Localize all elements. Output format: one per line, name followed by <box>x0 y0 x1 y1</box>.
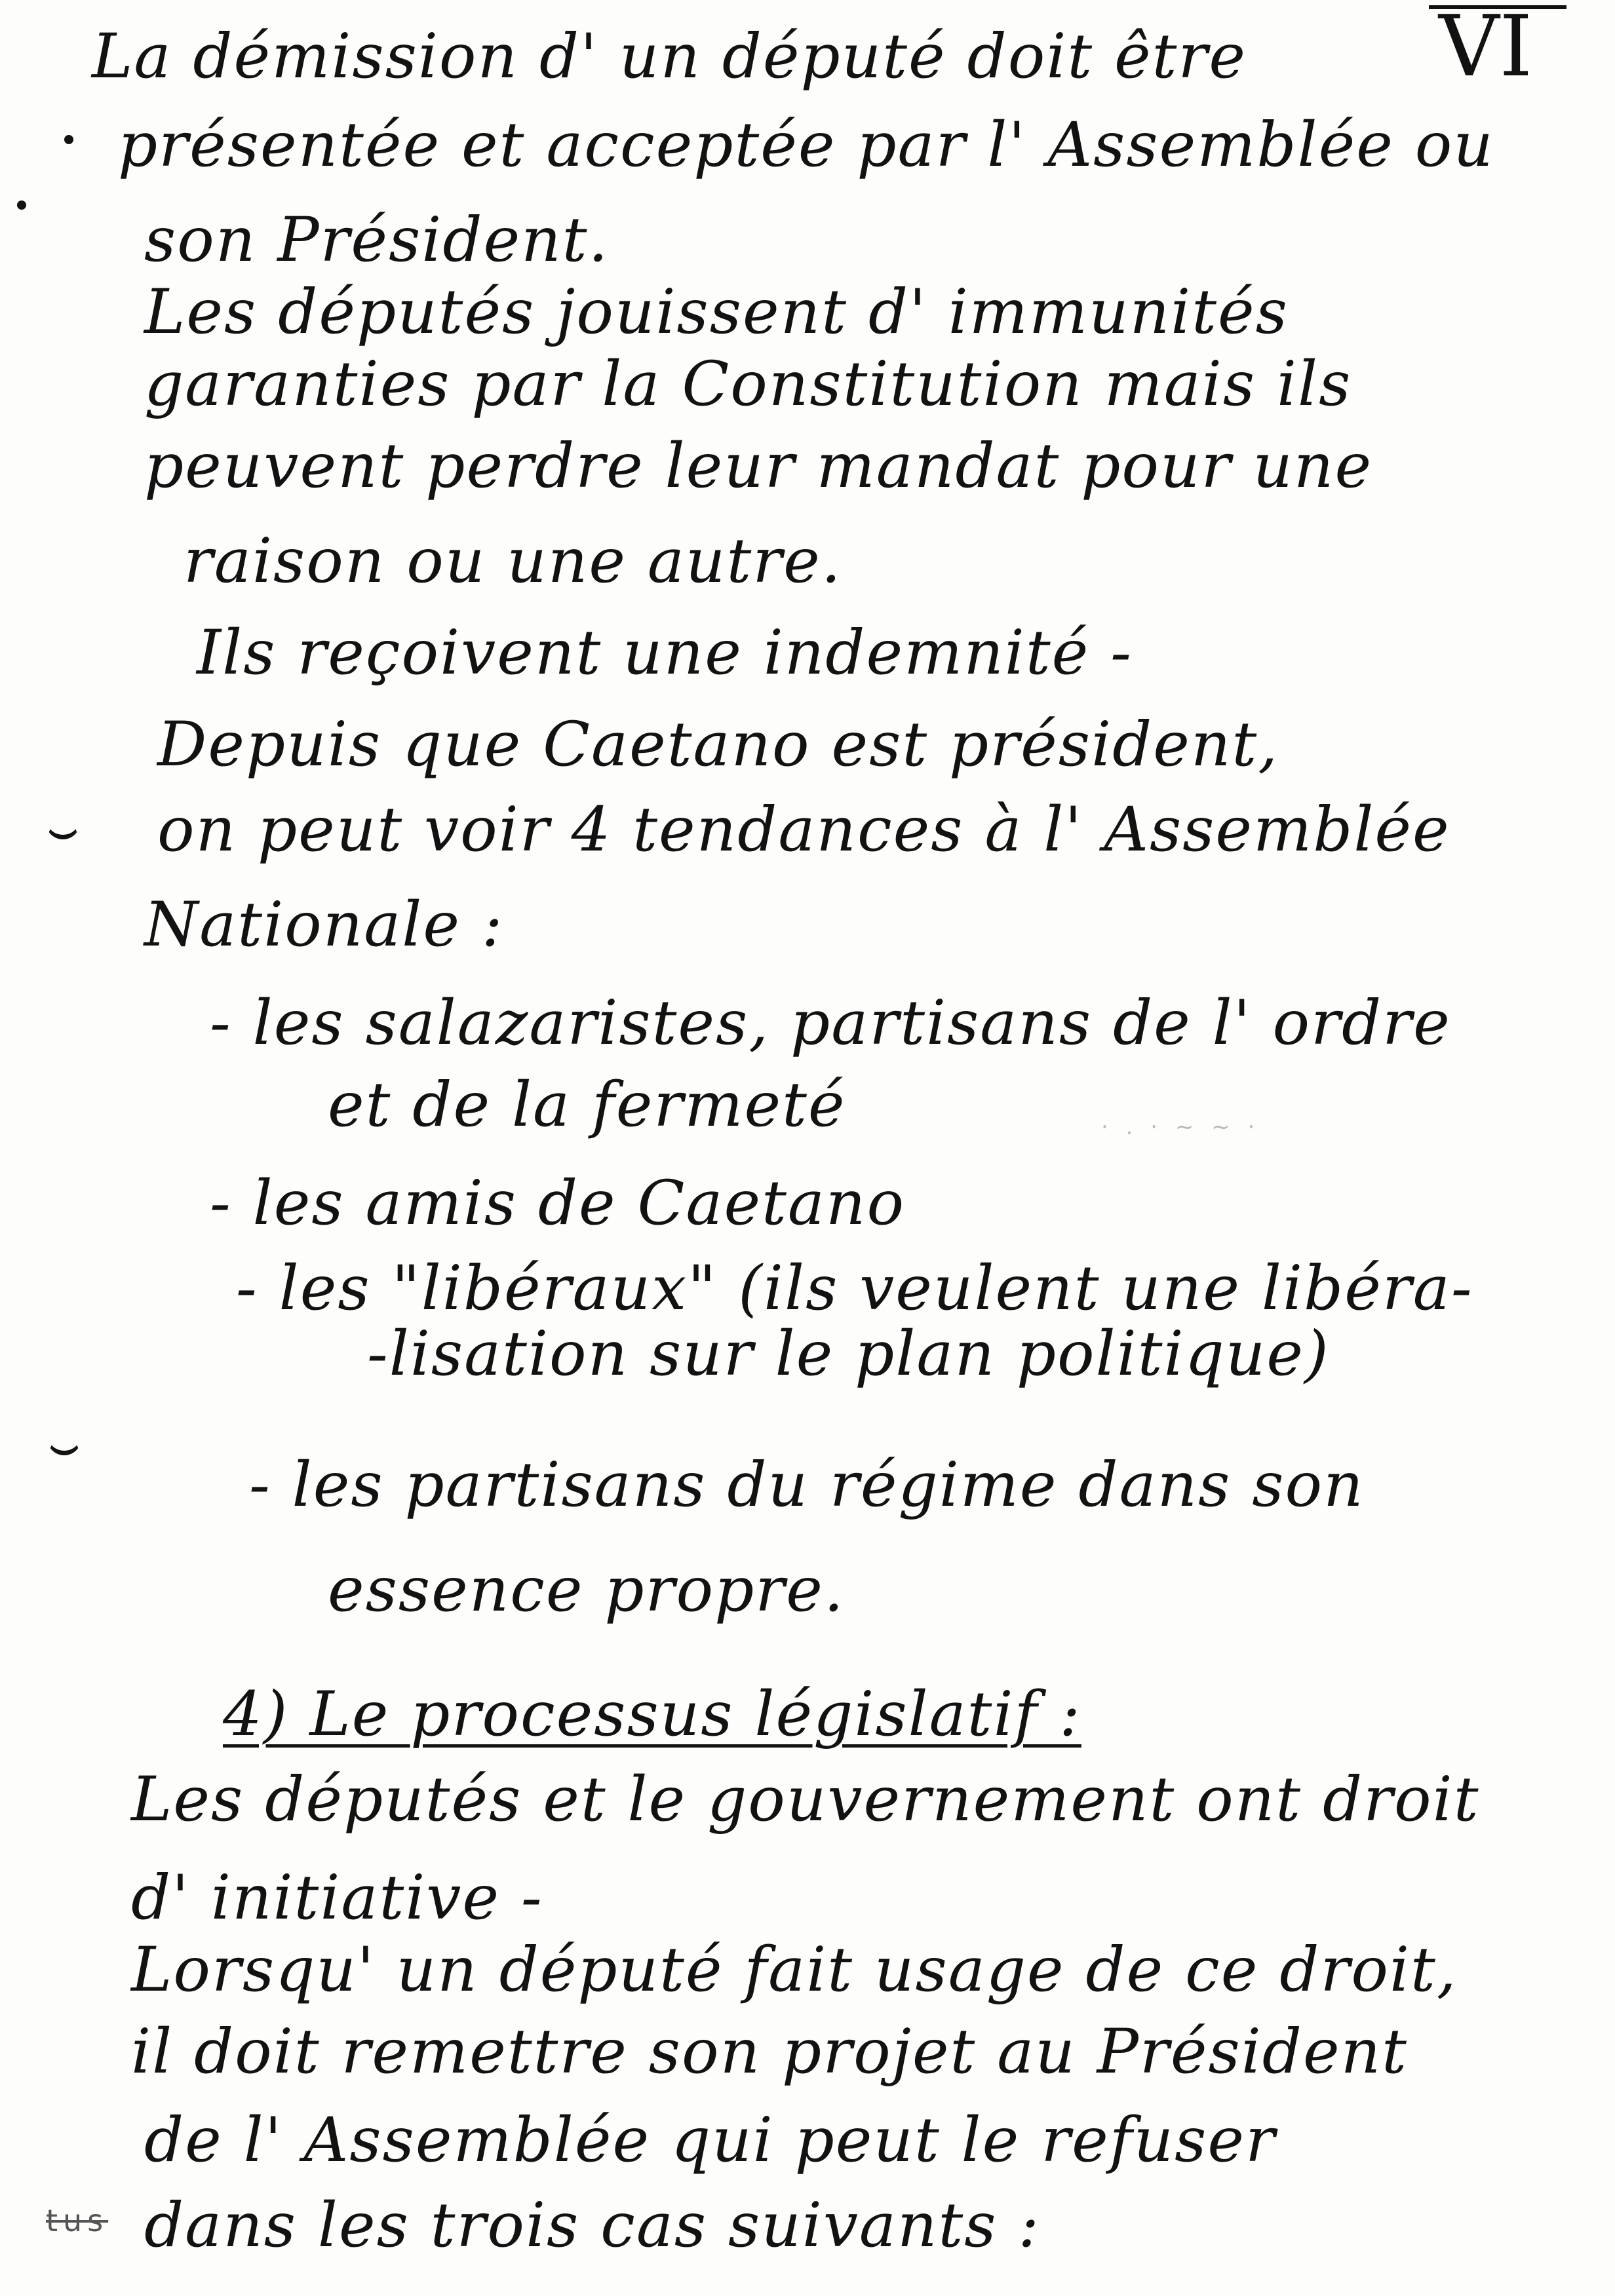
text-line: Lorsqu' un député fait usage de ce droit, <box>131 1934 1458 2006</box>
list-item: - les salazaristes, partisans de l' ordre <box>210 987 1451 1059</box>
text-line: Les députés et le gouvernement ont droit <box>131 1764 1480 1835</box>
faint-scan-marks: · . · ~ ~ · <box>1101 1114 1260 1140</box>
text-line: Depuis que Caetano est président, <box>157 709 1279 780</box>
ink-dot <box>64 135 73 144</box>
text-line: dans les trois cas suivants : <box>144 2190 1041 2261</box>
page-number: VI <box>1439 0 1532 96</box>
text-line: d' initiative - <box>131 1862 543 1934</box>
section-heading: 4) Le processus législatif : <box>223 1679 1081 1750</box>
text-line: La démission d' un député doit être <box>92 21 1247 92</box>
margin-check-mark <box>46 819 80 839</box>
ink-dot <box>17 201 26 210</box>
text-line: raison ou une autre. <box>184 526 842 597</box>
text-line: il doit remettre son projet au Président <box>131 2016 1408 2088</box>
margin-check-mark <box>47 1435 81 1455</box>
list-item-continued: et de la fermeté <box>328 1069 846 1141</box>
text-line: Ils reçoivent une indemnité - <box>197 617 1133 689</box>
text-line: Les députés jouissent d' immunités <box>144 277 1289 348</box>
text-line: son Président. <box>144 204 610 276</box>
list-item: - les partisans du régime dans son <box>249 1449 1365 1521</box>
text-line: présentée et acceptée par l' Assemblée ou <box>118 109 1494 181</box>
text-line: peuvent perdre leur mandat pour une <box>144 430 1373 502</box>
text-line: Nationale : <box>144 889 504 961</box>
list-item-continued: -lisation sur le plan politique) <box>367 1318 1330 1390</box>
text-line: on peut voir 4 tendances à l' Assemblée <box>157 794 1450 866</box>
list-item: - les amis de Caetano <box>210 1168 906 1239</box>
list-item: - les "libéraux" (ils veulent une libéra- <box>236 1253 1473 1324</box>
struck-margin-text: tus <box>46 2203 109 2238</box>
list-item-continued: essence propre. <box>328 1554 845 1626</box>
text-line: garanties par la Constitution mais ils <box>144 349 1352 420</box>
text-line: de l' Assemblée qui peut le refuser <box>144 2105 1276 2176</box>
